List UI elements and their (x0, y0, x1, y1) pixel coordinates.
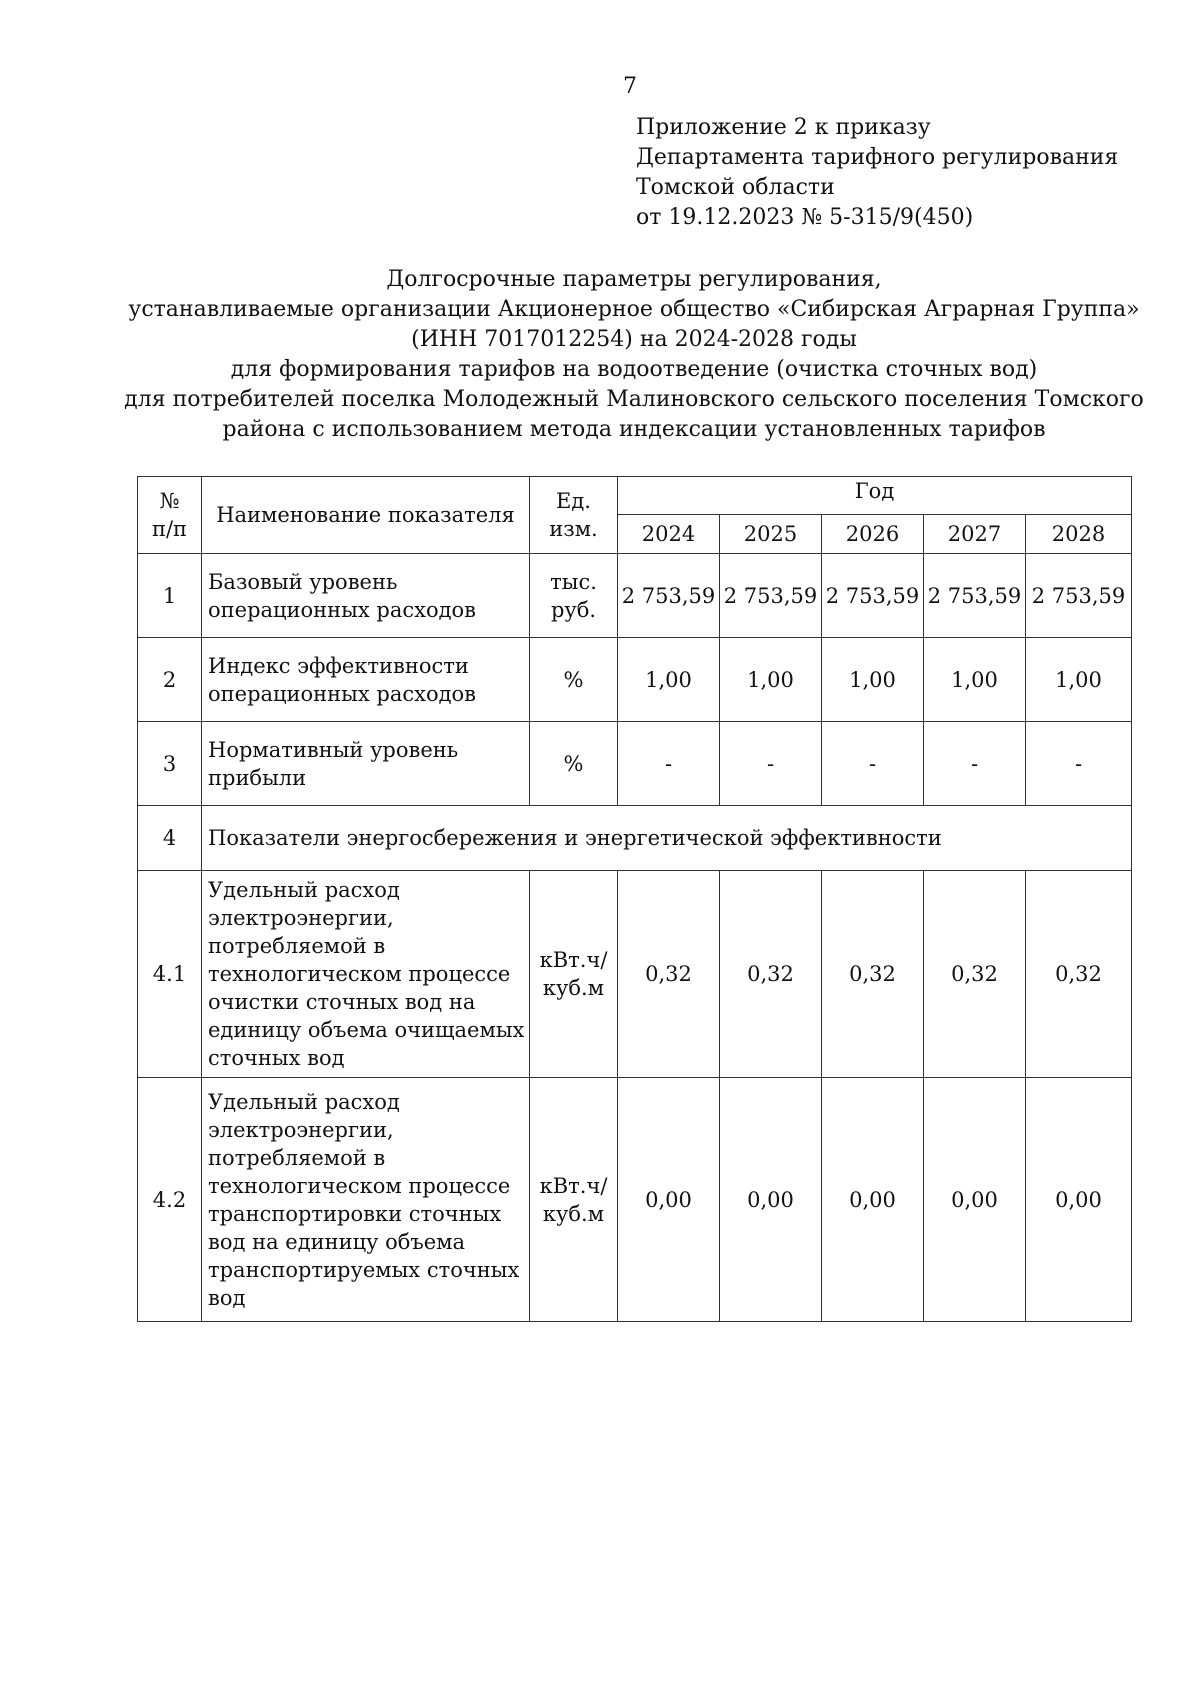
row-name-line: вод на единицу объема (208, 1229, 466, 1254)
header-num-line2: п/п (151, 517, 188, 541)
header-num (138, 477, 202, 554)
row-name-line: Удельный расход (208, 878, 400, 902)
appendix-line: Департамента тарифного регулирования (636, 145, 1119, 170)
row-value: 2 753,59 (822, 554, 924, 638)
table-row (138, 554, 1132, 638)
row-unit-line: кВт.ч/ (539, 948, 608, 972)
row-value: 0,32 (720, 871, 822, 1078)
parameters-table (137, 476, 1132, 1322)
row-value: 1,00 (1026, 638, 1132, 722)
row-value: - (822, 722, 924, 806)
row-value: - (924, 722, 1026, 806)
title-line: района с использованием метода индексации установленных тарифов (222, 417, 1046, 442)
section-row (138, 806, 1132, 871)
appendix-line: Приложение 2 к приказу (636, 115, 931, 140)
row-unit-line: куб.м (542, 976, 605, 1000)
row-num: 2 (138, 638, 202, 722)
title-line: Долгосрочные параметры регулирования, (386, 267, 882, 292)
row-unit-line: куб.м (542, 1201, 605, 1226)
page-number: 7 (623, 74, 637, 99)
row-name-line: сточных вод (208, 1046, 345, 1070)
table-row (138, 1078, 1132, 1322)
row-unit: % (530, 638, 618, 722)
row-num: 4.2 (138, 1078, 202, 1322)
row-name-line: единицу объема очищаемых (208, 1018, 525, 1042)
row-name-line: потребляемой в (208, 1145, 386, 1170)
row-unit (530, 554, 618, 638)
row-name-line: Базовый уровень (208, 569, 398, 594)
header-row (138, 477, 1132, 515)
row-value: 1,00 (618, 638, 720, 722)
table-row (138, 638, 1132, 722)
row-unit (530, 1078, 618, 1322)
row-value: 0,00 (822, 1078, 924, 1322)
row-value: 1,00 (720, 638, 822, 722)
row-value: 0,00 (1026, 1078, 1132, 1322)
table-row (138, 871, 1132, 1078)
header-name: Наименование показателя (202, 477, 530, 554)
row-name-line: технологическом процессе (208, 962, 511, 986)
row-value: - (1026, 722, 1132, 806)
row-value: - (720, 722, 822, 806)
row-name-line: очистки сточных вод на (208, 990, 476, 1014)
header-year: 2024 (618, 515, 720, 554)
title-line: (ИНН 7017012254) на 2024-2028 годы (411, 327, 857, 352)
appendix-line: Томской области (636, 175, 835, 200)
row-num: 3 (138, 722, 202, 806)
row-name (202, 554, 530, 638)
table-row (138, 722, 1132, 806)
section-title: Показатели энергосбережения и энергетической эффективности (202, 806, 1132, 871)
row-name-line: потребляемой в (208, 934, 386, 958)
document-title (0, 265, 1200, 445)
row-value: 2 753,59 (924, 554, 1026, 638)
row-name-line: электроэнергии, (208, 906, 394, 930)
row-name-line: операционных расходов (208, 681, 477, 706)
header-year: 2026 (822, 515, 924, 554)
row-name-line: Нормативный уровень (208, 737, 459, 762)
row-value: 0,00 (720, 1078, 822, 1322)
row-name-line: операционных расходов (208, 597, 477, 622)
header-year: 2027 (924, 515, 1026, 554)
header-year: 2028 (1026, 515, 1132, 554)
header-year-group: Год (618, 477, 1132, 515)
row-num: 4 (138, 806, 202, 871)
row-name (202, 871, 530, 1078)
title-line: для формирования тарифов на водоотведение (очистка сточных вод) (230, 357, 1038, 382)
row-name-line: транспортируемых сточных (208, 1257, 520, 1282)
row-value: 2 753,59 (1026, 554, 1132, 638)
header-unit-line2: изм. (549, 517, 598, 541)
row-unit: % (530, 722, 618, 806)
title-line: для потребителей поселка Молодежный Малиновского сельского поселения Томского (124, 387, 1144, 412)
row-value: - (618, 722, 720, 806)
row-num: 1 (138, 554, 202, 638)
row-value: 0,00 (924, 1078, 1026, 1322)
row-unit-line: тыс. (550, 569, 597, 594)
row-unit-line: руб. (550, 597, 597, 622)
row-name-line: транспортировки сточных (208, 1201, 502, 1226)
row-unit-line: кВт.ч/ (539, 1173, 608, 1198)
row-name-line: технологическом процессе (208, 1173, 511, 1198)
row-value: 2 753,59 (618, 554, 720, 638)
row-name (202, 722, 530, 806)
appendix-line: от 19.12.2023 № 5-315/9(450) (636, 205, 974, 230)
row-name (202, 1078, 530, 1322)
row-value: 2 753,59 (720, 554, 822, 638)
row-name-line: прибыли (208, 765, 307, 790)
row-num: 4.1 (138, 871, 202, 1078)
row-value: 0,32 (1026, 871, 1132, 1078)
row-value: 0,32 (924, 871, 1026, 1078)
row-value: 1,00 (924, 638, 1026, 722)
row-value: 0,32 (618, 871, 720, 1078)
row-unit (530, 871, 618, 1078)
row-name (202, 638, 530, 722)
row-value: 0,00 (618, 1078, 720, 1322)
row-value: 1,00 (822, 638, 924, 722)
header-num-line1: № (159, 489, 180, 513)
row-name-line: электроэнергии, (208, 1117, 394, 1142)
row-name-line: Индекс эффективности (208, 653, 469, 678)
row-value: 0,32 (822, 871, 924, 1078)
header-year: 2025 (720, 515, 822, 554)
appendix-header (636, 113, 1118, 233)
title-line: устанавливаемые организации Акционерное общество «Сибирская Аграрная Группа» (128, 297, 1140, 322)
row-name-line: Удельный расход (208, 1089, 400, 1114)
row-name-line: вод (208, 1285, 246, 1310)
header-unit-line1: Ед. (556, 489, 591, 513)
header-unit (530, 477, 618, 554)
